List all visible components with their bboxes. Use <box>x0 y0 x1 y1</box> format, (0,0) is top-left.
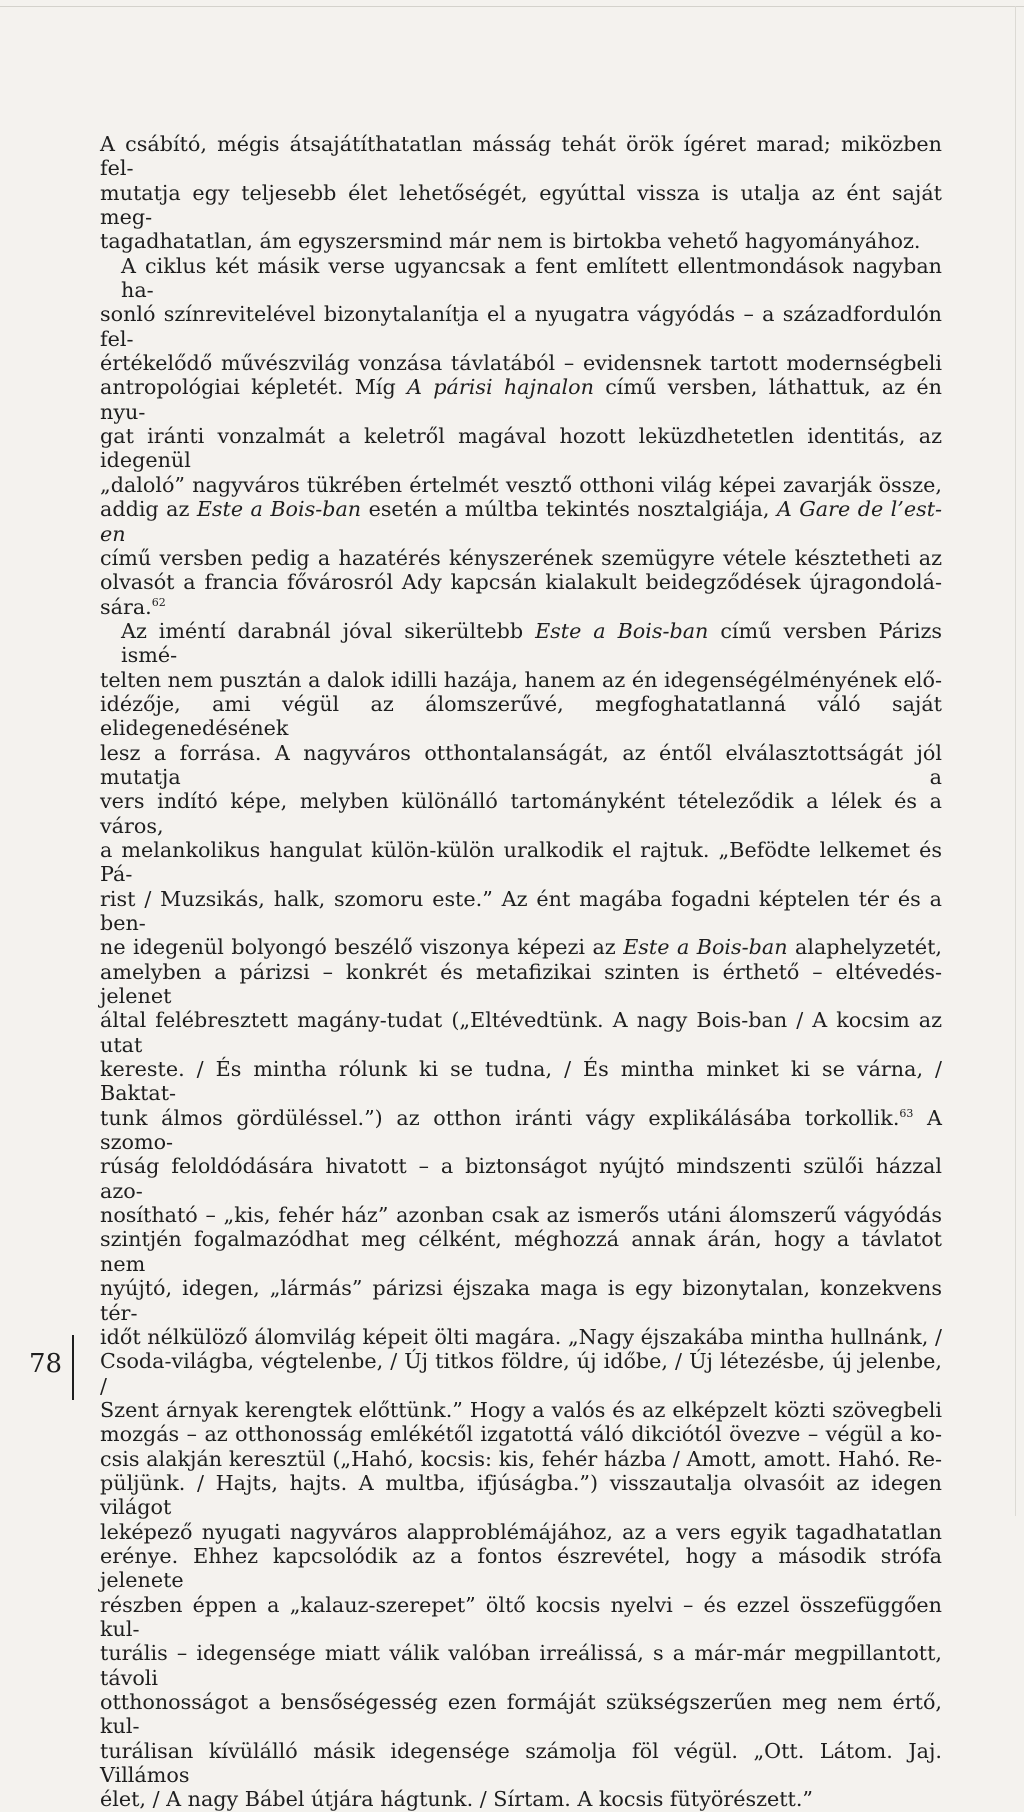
text-line <box>100 1520 942 1544</box>
text-line <box>100 1325 942 1349</box>
line-text: A csábító, mégis átsajátíthatatlan másság tehát örök ígéret marad; miközben fel- <box>100 132 942 181</box>
text-line <box>100 229 942 253</box>
line-text: című versben pedig a hazatérés kényszerének szemügyre vétele késztetheti az <box>100 545 942 570</box>
line-text: Szent árnyak kerengtek előttünk.” Hogy a valós és az elképzelt közti szövegbeli <box>100 1397 942 1422</box>
text-line <box>100 375 942 424</box>
text-line <box>100 1106 942 1155</box>
line-text: esetén a múltba tekintés nosztalgiája, <box>361 497 777 522</box>
line-text: Az iméntí darabnál jóval sikerültebb <box>121 618 536 643</box>
text-line <box>100 1008 942 1057</box>
text-line <box>100 1690 942 1739</box>
text-line <box>100 473 942 497</box>
line-text: A ciklus két másik verse ugyancsak a fent említett ellentmondások nagyban ha- <box>121 253 942 303</box>
text-line <box>100 1203 942 1227</box>
line-text: turálisan kívülálló másik idegensége számolja föl végül. „Ott. Látom. Jaj. Villámos <box>100 1738 942 1788</box>
italic-title: A Gare de l’est-en <box>100 497 942 546</box>
text-line <box>100 302 942 351</box>
line-text: csis alakján keresztül („Hahó, kocsis: kis, fehér házba / Amott, amott. Hahó. Re- <box>100 1446 942 1471</box>
text-line <box>100 1227 942 1276</box>
text-line <box>100 1641 942 1690</box>
body-text <box>100 132 942 1812</box>
line-text: mutatja egy teljesebb élet lehetőségét, egyúttal vissza is utalja az ént saját meg- <box>100 180 942 230</box>
line-text: otthonosságot a bensőségesség ezen formáját szükségszerűen meg nem értő, kul- <box>100 1690 942 1739</box>
text-line <box>100 1787 942 1811</box>
text-line <box>100 960 942 1009</box>
line-text: című versben Párizs ismé- <box>121 618 942 668</box>
line-text: sára. <box>100 594 152 619</box>
line-text: alaphelyzetét, <box>787 935 942 960</box>
line-text: élet, / A nagy Bábel útjára hágtunk. / Sírtam. A kocsis fütyörészett.” <box>100 1787 814 1812</box>
line-text: gat iránti vonzalmát a keletről magával hozott leküzdhetetlen identitás, az idegenül <box>100 424 942 473</box>
page-number-rule <box>72 1335 74 1400</box>
line-text: értékelődő művészvilág vonzása távlatából – evidensnek tartott modernségbeli <box>100 351 942 376</box>
italic-title: Este a Bois-ban <box>196 497 362 522</box>
line-text: rist / Muzsikás, halk, szomoru este.” Az ént magába fogadni képtelen tér és a ben- <box>100 886 942 935</box>
line-text: vers indító képe, melyben különálló tartományként tételeződik a lélek és a város, <box>100 789 942 838</box>
text-line <box>100 1447 942 1471</box>
text-line <box>100 1154 942 1203</box>
line-text: Csoda-világba, végtelenbe, / Új titkos földre, új időbe, / Új létezésbe, új jelenbe, / <box>100 1349 942 1398</box>
italic-title: Este a Bois-ban <box>535 618 709 643</box>
text-line <box>100 1471 942 1520</box>
line-text: szintjén fogalmazódhat meg célként, méghozzá annak árán, hogy a távlatot nem <box>100 1227 942 1276</box>
text-line <box>100 838 942 887</box>
footnote-ref: 62 <box>151 595 166 609</box>
text-line <box>100 1057 942 1106</box>
line-text: antropológiai képletét. Míg <box>100 375 408 400</box>
line-text: időt nélkülöző álomvilág képeit ölti magára. „Nagy éjszakába mintha hullnánk, / <box>100 1324 942 1349</box>
text-line <box>100 741 942 790</box>
line-text: addig az <box>100 497 197 522</box>
text-line <box>100 692 942 741</box>
line-text: ne idegenül bolyongó beszélő viszonya képezi az <box>100 935 624 960</box>
text-line <box>100 1422 942 1446</box>
line-text: nosítható – „kis, fehér ház” azonban csak az ismerős utáni álomszerű vágyódás <box>100 1203 942 1228</box>
line-text: idézője, ami végül az álomszerűvé, megfoghatatlanná váló saját elidegenedésének <box>100 691 942 741</box>
line-text: által felébresztett magány-tudat („Eltévedtünk. A nagy Bois-ban / A kocsim az utat <box>100 1008 942 1057</box>
line-text: A szomo- <box>100 1105 942 1155</box>
text-line <box>100 619 942 668</box>
line-text: olvasót a francia fővárosról Ady kapcsán kialakult beidegződések újragondolá- <box>100 570 942 595</box>
line-text: a melankolikus hangulat külön-külön uralkodik el rajtuk. „Befödte lelkemet és Pá- <box>100 837 942 887</box>
text-line <box>100 424 942 473</box>
line-text: leképező nyugati nagyváros alapproblémájához, az a vers egyik tagadhatatlan <box>100 1519 942 1544</box>
line-text: mozgás – az otthonosság emlékétől izgatottá váló dikciótól övezve – végül a ko- <box>100 1422 942 1447</box>
line-text: püljünk. / Hajts, hajts. A multba, ifjúságba.”) visszautalja olvasóit az idegen világot <box>100 1470 942 1520</box>
italic-title: A párisi hajnalon <box>407 375 594 400</box>
page-top-edge <box>0 6 1024 7</box>
line-text: telten nem pusztán a dalok idilli hazája, hanem az én idegenségélményének elő- <box>100 667 942 692</box>
text-line <box>100 570 942 594</box>
page-right-edge <box>1015 6 1016 1516</box>
line-text: amelyben a párizsi – konkrét és metafizikai szinten is érthető – eltévedés-jelenet <box>100 959 942 1009</box>
text-line <box>100 181 942 230</box>
line-text: részben éppen a „kalauz-szerepet” öltő kocsis nyelvi – és ezzel összefüggően kul- <box>100 1592 942 1641</box>
text-line <box>100 887 942 936</box>
text-line <box>100 668 942 692</box>
italic-title: Este a Bois-ban <box>623 935 788 960</box>
text-line <box>100 595 942 619</box>
line-text: turális – idegensége miatt válik valóban irreálissá, s a már-már megpillantott, távoli <box>100 1641 942 1690</box>
text-line <box>100 1276 942 1325</box>
page-number: 78 <box>29 1349 63 1379</box>
line-text: erénye. Ehhez kapcsolódik az a fontos észrevétel, hogy a második strófa jelenete <box>100 1543 942 1593</box>
footnote-ref: 63 <box>899 1106 914 1120</box>
text-line <box>100 1398 942 1422</box>
line-text: sonló színrevitelével bizonytalanítja el a nyugatra vágyódás – a századfordulón fel- <box>100 302 942 351</box>
line-text: kereste. / És mintha rólunk ki se tudna, / És mintha minket ki se várna, / Baktat- <box>100 1057 942 1106</box>
text-line <box>100 132 942 181</box>
text-line <box>100 254 942 303</box>
text-line <box>100 789 942 838</box>
text-line <box>100 351 942 375</box>
line-text: nyújtó, idegen, „lármás” párizsi éjszaka maga is egy bizonytalan, konzekvens tér- <box>100 1276 942 1325</box>
line-text: lesz a forrása. A nagyváros otthontalanságát, az éntől elválasztottságát jól mutatja a <box>100 740 942 789</box>
text-line <box>100 1544 942 1593</box>
line-text: tunk álmos gördüléssel.”) az otthon iránti vágy explikálásába torkollik. <box>100 1105 900 1130</box>
text-line <box>100 497 942 546</box>
text-line <box>100 1739 942 1788</box>
text-line <box>100 1593 942 1642</box>
text-line <box>100 546 942 570</box>
text-line <box>100 1349 942 1398</box>
text-line <box>100 935 942 959</box>
line-text: tagadhatatlan, ám egyszersmind már nem is birtokba vehető hagyományához. <box>100 229 921 254</box>
line-text: „daloló” nagyváros tükrében értelmét vesztő otthoni világ képei zavarják össze, <box>100 472 942 497</box>
line-text: rúság feloldódására hivatott – a biztonságot nyújtó mindszenti szülői házzal azo- <box>100 1154 942 1203</box>
line-text: című versben, láthattuk, az én nyu- <box>100 375 942 424</box>
